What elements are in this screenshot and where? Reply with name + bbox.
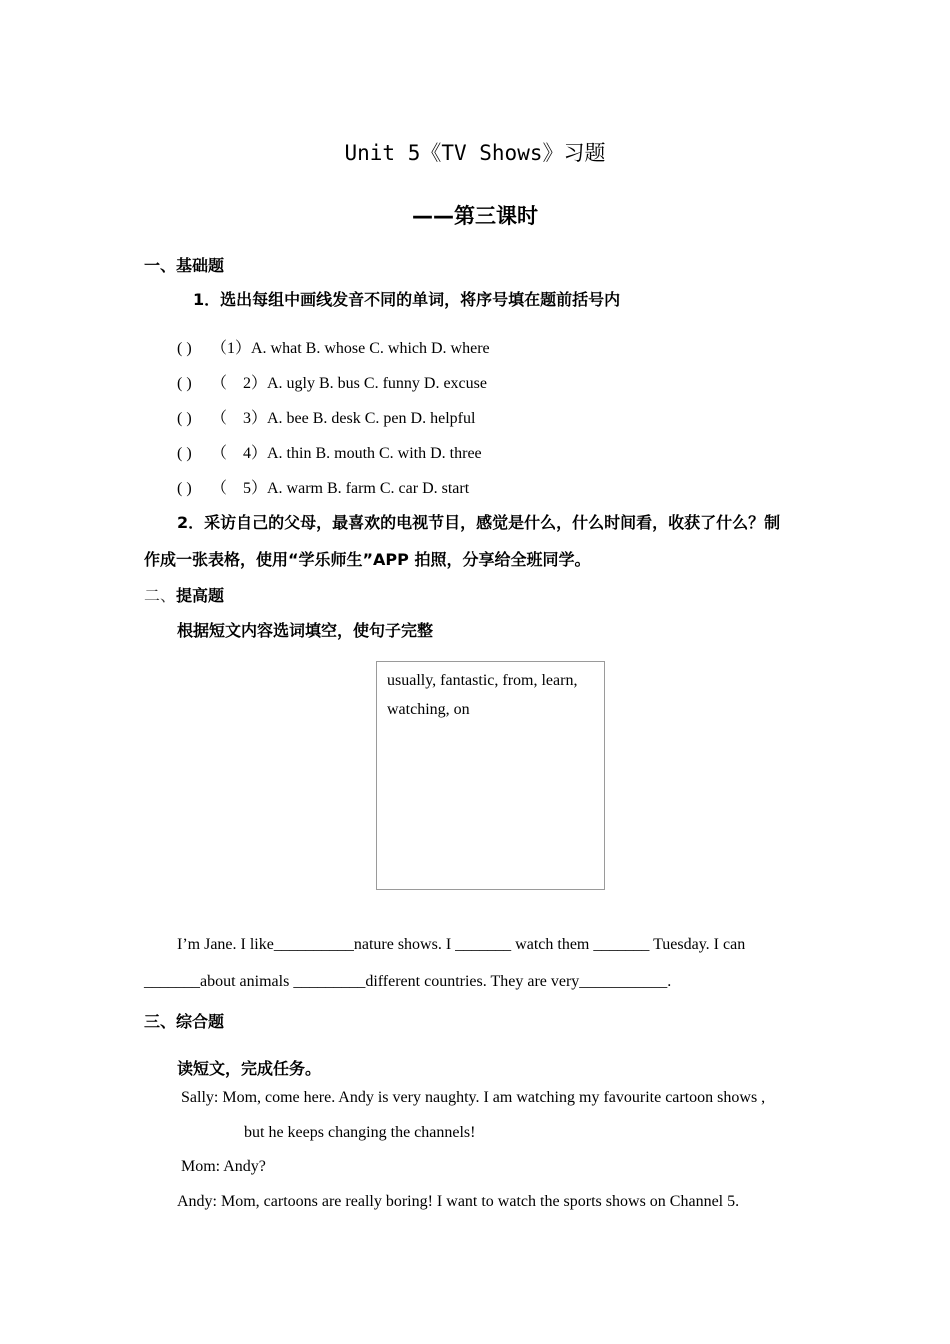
list-item	[177, 335, 490, 358]
section-2-instruction: 根据短文内容选词填空，使句子完整	[177, 621, 434, 640]
word-bank-box: usually, fantastic, from, learn, watching, on	[376, 661, 605, 890]
section-heading-basic: 一、基础题	[144, 256, 225, 275]
page-subtitle: ——第三课时	[412, 204, 538, 228]
question-text: （ 4）A. thin B. mouth C. with D. three	[211, 445, 482, 462]
section-title: 提高题	[176, 586, 225, 605]
question-text: （ 3）A. bee B. desk C. pen D. helpful	[211, 410, 476, 427]
passage-line-2: _______about animals _________different countries. They are very___________.	[144, 973, 672, 990]
question-2-line-1: 2．采访自己的父母，最喜欢的电视节目，感觉是什么，什么时间看，收获了什么？制	[177, 513, 781, 532]
answer-blank[interactable]: ( )	[177, 375, 192, 392]
list-item	[177, 475, 469, 498]
dialogue-line: Andy: Mom, cartoons are really boring! I want to watch the sports shows on Channel 5.	[177, 1193, 740, 1210]
list-item	[177, 370, 487, 393]
answer-blank[interactable]: ( )	[177, 445, 192, 462]
question-1-title: 1．选出每组中画线发音不同的单词，将序号填在题前括号内	[193, 290, 621, 309]
dialogue-line: but he keeps changing the channels!	[244, 1124, 476, 1141]
page-title: Unit 5《TV Shows》习题	[344, 141, 606, 165]
section-number: 二、	[144, 586, 177, 605]
question-2-line-2: 作成一张表格，使用“学乐师生”APP 拍照，分享给全班同学。	[144, 550, 591, 569]
section-heading-advanced	[144, 583, 224, 606]
answer-blank[interactable]: ( )	[177, 410, 192, 427]
dialogue-line: Mom: Andy?	[181, 1158, 266, 1175]
question-text: （1）A. what B. whose C. which D. where	[211, 340, 490, 357]
passage-line-1: I’m Jane. I like__________nature shows. I _______ watch them _______ Tuesday. I can	[177, 936, 746, 953]
answer-blank[interactable]: ( )	[177, 340, 192, 357]
list-item	[177, 405, 475, 428]
section-heading-comprehensive: 三、综合题	[144, 1012, 225, 1031]
dialogue-line: Sally: Mom, come here. Andy is very naughty. I am watching my favourite cartoon shows ,	[181, 1089, 766, 1106]
section-3-instruction: 读短文，完成任务。	[177, 1059, 322, 1078]
question-text: （ 2）A. ugly B. bus C. funny D. excuse	[211, 375, 487, 392]
question-text: （ 5）A. warm B. farm C. car D. start	[211, 480, 470, 497]
answer-blank[interactable]: ( )	[177, 480, 192, 497]
list-item	[177, 440, 482, 463]
